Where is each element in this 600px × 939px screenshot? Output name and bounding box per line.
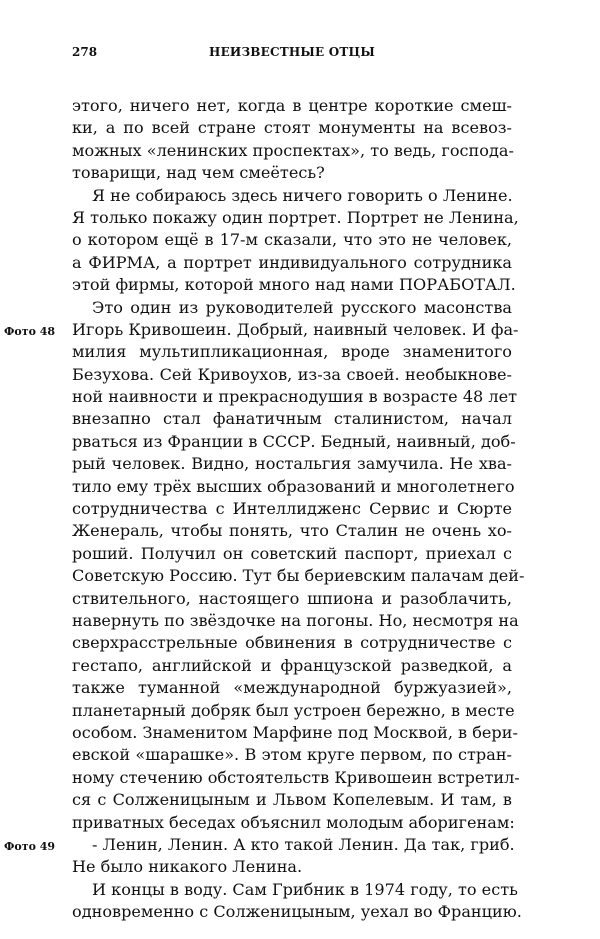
text-line: ся с Солженицыным и Львом Копелевым. И там, в	[72, 790, 512, 810]
text-line: рваться из Франции в СССР. Бедный, наивный, доб-	[72, 431, 516, 451]
text-line: - Ленин, Ленин. А кто такой Ленин. Да так, гриб.	[92, 834, 515, 854]
text-line: Не было никакого Ленина.	[72, 857, 303, 877]
text-line-with-note	[4, 834, 515, 856]
running-head	[72, 45, 512, 65]
text-line: ствительного, настоящего шпиона и разоблачить,	[72, 588, 512, 608]
text-line: роший. Получил он советский паспорт, приехал с	[72, 543, 512, 563]
text-line: ному стечению обстоятельств Кривошеин встретил-	[72, 767, 520, 787]
page-number: 278	[72, 45, 98, 59]
text-line: Это один из руководителей русского масонства	[92, 297, 512, 317]
text-line: одновременно с Солженицыным, уехал во Францию.	[72, 902, 522, 922]
text-line: этой фирмы, которой много над нами ПОРАБОТАЛ.	[72, 275, 516, 295]
text-line: Я не собираюсь здесь ничего говорить о Ленине.	[92, 185, 513, 205]
text-line: милия мультипликационная, вроде знаменитого	[72, 342, 512, 362]
text-line: сверхрасстрельные обвинения в сотрудничестве с	[72, 633, 512, 653]
text-line: Безухова. Сей Кривоухов, из-за своей. необыкнове-	[72, 364, 512, 384]
running-title: НЕИЗВЕСТНЫЕ ОТЦЫ	[209, 45, 375, 59]
margin-note-photo-48: Фото 48	[4, 324, 56, 338]
text-line: планетарный добряк был устроен бережно, в месте	[72, 700, 515, 720]
text-line: ки, а по всей стране стоят монументы на всевоз-	[72, 118, 512, 138]
text-line: евской «шарашке». В этом круге первом, по стран-	[72, 745, 512, 765]
text-line: ной наивности и прекраснодушия в возрасте 48 лет	[72, 387, 518, 407]
text-line: рый человек. Видно, ностальгия замучила. Не хва-	[72, 454, 512, 474]
margin-note-photo-49: Фото 49	[4, 839, 56, 853]
text-line: внезапно стал фанатичным сталинистом, начал	[72, 409, 512, 429]
text-line: товарищи, над чем смеётесь?	[72, 163, 325, 183]
text-line: а ФИРМА, а портрет индивидуального сотрудника	[72, 252, 512, 272]
text-line: этого, ничего нет, когда в центре короткие смеш-	[72, 96, 512, 115]
body-text	[4, 95, 525, 923]
text-line-with-note	[4, 319, 519, 341]
text-line: тило ему трёх высших образований и многолетнего	[72, 476, 515, 496]
text-line: Я только покажу один портрет. Портрет не Ленина,	[72, 207, 519, 227]
text-line: гестапо, английской и французской разведкой, а	[72, 655, 512, 675]
text-line: также туманной «международной буржуазией»,	[72, 678, 512, 698]
text-line: сотрудничества с Интеллидженс Сервис и Сюрте	[72, 499, 512, 519]
text-line: навернуть по звёздочке на погоны. Но, несмотря на	[72, 610, 519, 630]
text-line: Женераль, чтобы понять, что Сталин не очень хо-	[72, 521, 512, 541]
text-line: можных «ленинских проспектах», то ведь, господа-	[72, 140, 514, 160]
text-line: о котором ещё в 17-м сказали, что это не человек,	[72, 230, 512, 250]
text-line: И концы в воду. Сам Грибник в 1974 году, то есть	[92, 879, 518, 899]
text-line: приватных беседах объяснил молодым аборигенам:	[72, 812, 515, 832]
text-line: Советскую Россию. Тут бы бериевским палачам дей-	[72, 566, 525, 586]
text-line: особом. Знаменитом Марфине под Москвой, в бери-	[72, 722, 518, 742]
text-line: Игорь Кривошеин. Добрый, наивный человек. И фа-	[72, 319, 519, 339]
